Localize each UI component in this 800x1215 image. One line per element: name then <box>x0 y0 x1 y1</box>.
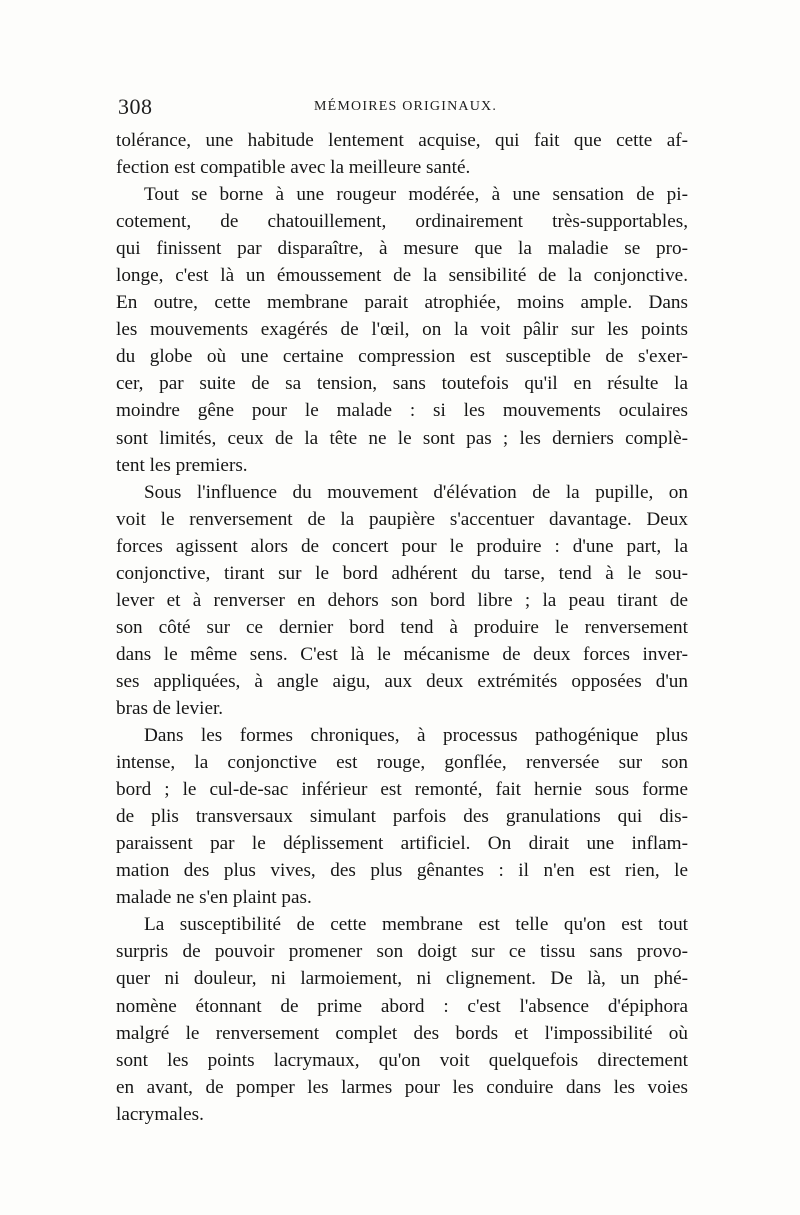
text-line: bras de levier. <box>116 697 224 719</box>
text-line: La susceptibilité de cette membrane est telle qu'on est tout <box>144 914 688 936</box>
text-line: moindre gêne pour le malade : si les mouvements oculaires <box>116 400 688 422</box>
text-line: dans le même sens. C'est là le mécanisme de deux forces inver- <box>116 643 688 665</box>
text-line: longe, c'est là un émoussement de la sensibilité de la conjonctive. <box>116 265 688 287</box>
text-line: qui finissent par disparaître, à mesure que la maladie se pro- <box>116 238 688 260</box>
text-line: paraissent par le déplissement artificiel. On dirait une inflam- <box>116 833 688 855</box>
body-text <box>116 127 688 1128</box>
text-line: tent les premiers. <box>116 454 248 476</box>
paragraph <box>116 722 688 911</box>
text-line: de plis transversaux simulant parfois des granulations qui dis- <box>116 806 688 828</box>
text-line: tolérance, une habitude lentement acquise, qui fait que cette af- <box>116 130 688 151</box>
text-line: forces agissent alors de concert pour le produire : d'une part, la <box>116 535 688 557</box>
page-header <box>118 94 688 124</box>
text-line: fection est compatible avec la meilleure santé. <box>116 157 471 179</box>
text-line: mation des plus vives, des plus gênantes : il n'en est rien, le <box>116 860 688 882</box>
text-line: son côté sur ce dernier bord tend à produire le renversement <box>116 616 688 638</box>
text-line: les mouvements exagérés de l'œil, on la voit pâlir sur les points <box>116 319 688 341</box>
text-line: en avant, de pomper les larmes pour les conduire dans les voies <box>116 1076 688 1098</box>
text-line: voit le renversement de la paupière s'accentuer davantage. Deux <box>116 508 688 530</box>
text-line: lever et à renverser en dehors son bord libre ; la peau tirant de <box>116 589 688 611</box>
text-line: du globe où une certaine compression est susceptible de s'exer- <box>116 346 688 368</box>
paragraph <box>116 181 688 479</box>
text-line: sont les points lacrymaux, qu'on voit quelquefois directement <box>116 1049 688 1071</box>
text-line: intense, la conjonctive est rouge, gonflée, renversée sur son <box>116 752 688 774</box>
text-line: malgré le renversement complet des bords et l'impossibilité où <box>116 1022 688 1044</box>
text-line: nomène étonnant de prime abord : c'est l'absence d'épiphora <box>116 995 688 1017</box>
text-line: bord ; le cul-de-sac inférieur est remonté, fait hernie sous forme <box>116 779 688 801</box>
text-line: conjonctive, tirant sur le bord adhérent du tarse, tend à le sou- <box>116 562 688 584</box>
text-line: cotement, de chatouillement, ordinairement très-supportables, <box>116 211 688 233</box>
page-number: 308 <box>118 94 153 119</box>
paragraph <box>116 127 688 181</box>
text-line: lacrymales. <box>116 1103 204 1125</box>
paragraph <box>116 911 688 1127</box>
text-line: Dans les formes chroniques, à processus pathogénique plus <box>144 725 688 747</box>
text-line: Tout se borne à une rougeur modérée, à une sensation de pi- <box>144 184 688 206</box>
text-line: En outre, cette membrane parait atrophiée, moins ample. Dans <box>116 292 688 314</box>
text-line: surpris de pouvoir promener son doigt sur ce tissu sans provo- <box>116 941 688 963</box>
running-head: MÉMOIRES ORIGINAUX. <box>314 99 498 114</box>
text-line: malade ne s'en plaint pas. <box>116 887 312 909</box>
text-line: ses appliquées, à angle aigu, aux deux extrémités opposées d'un <box>116 670 688 692</box>
text-line: quer ni douleur, ni larmoiement, ni clignement. De là, un phé- <box>116 968 688 990</box>
paragraph <box>116 479 688 722</box>
text-line: Sous l'influence du mouvement d'élévation de la pupille, on <box>144 481 688 503</box>
text-line: sont limités, ceux de la tête ne le sont pas ; les derniers complè- <box>116 427 688 449</box>
text-line: cer, par suite de sa tension, sans toutefois qu'il en résulte la <box>116 373 688 395</box>
